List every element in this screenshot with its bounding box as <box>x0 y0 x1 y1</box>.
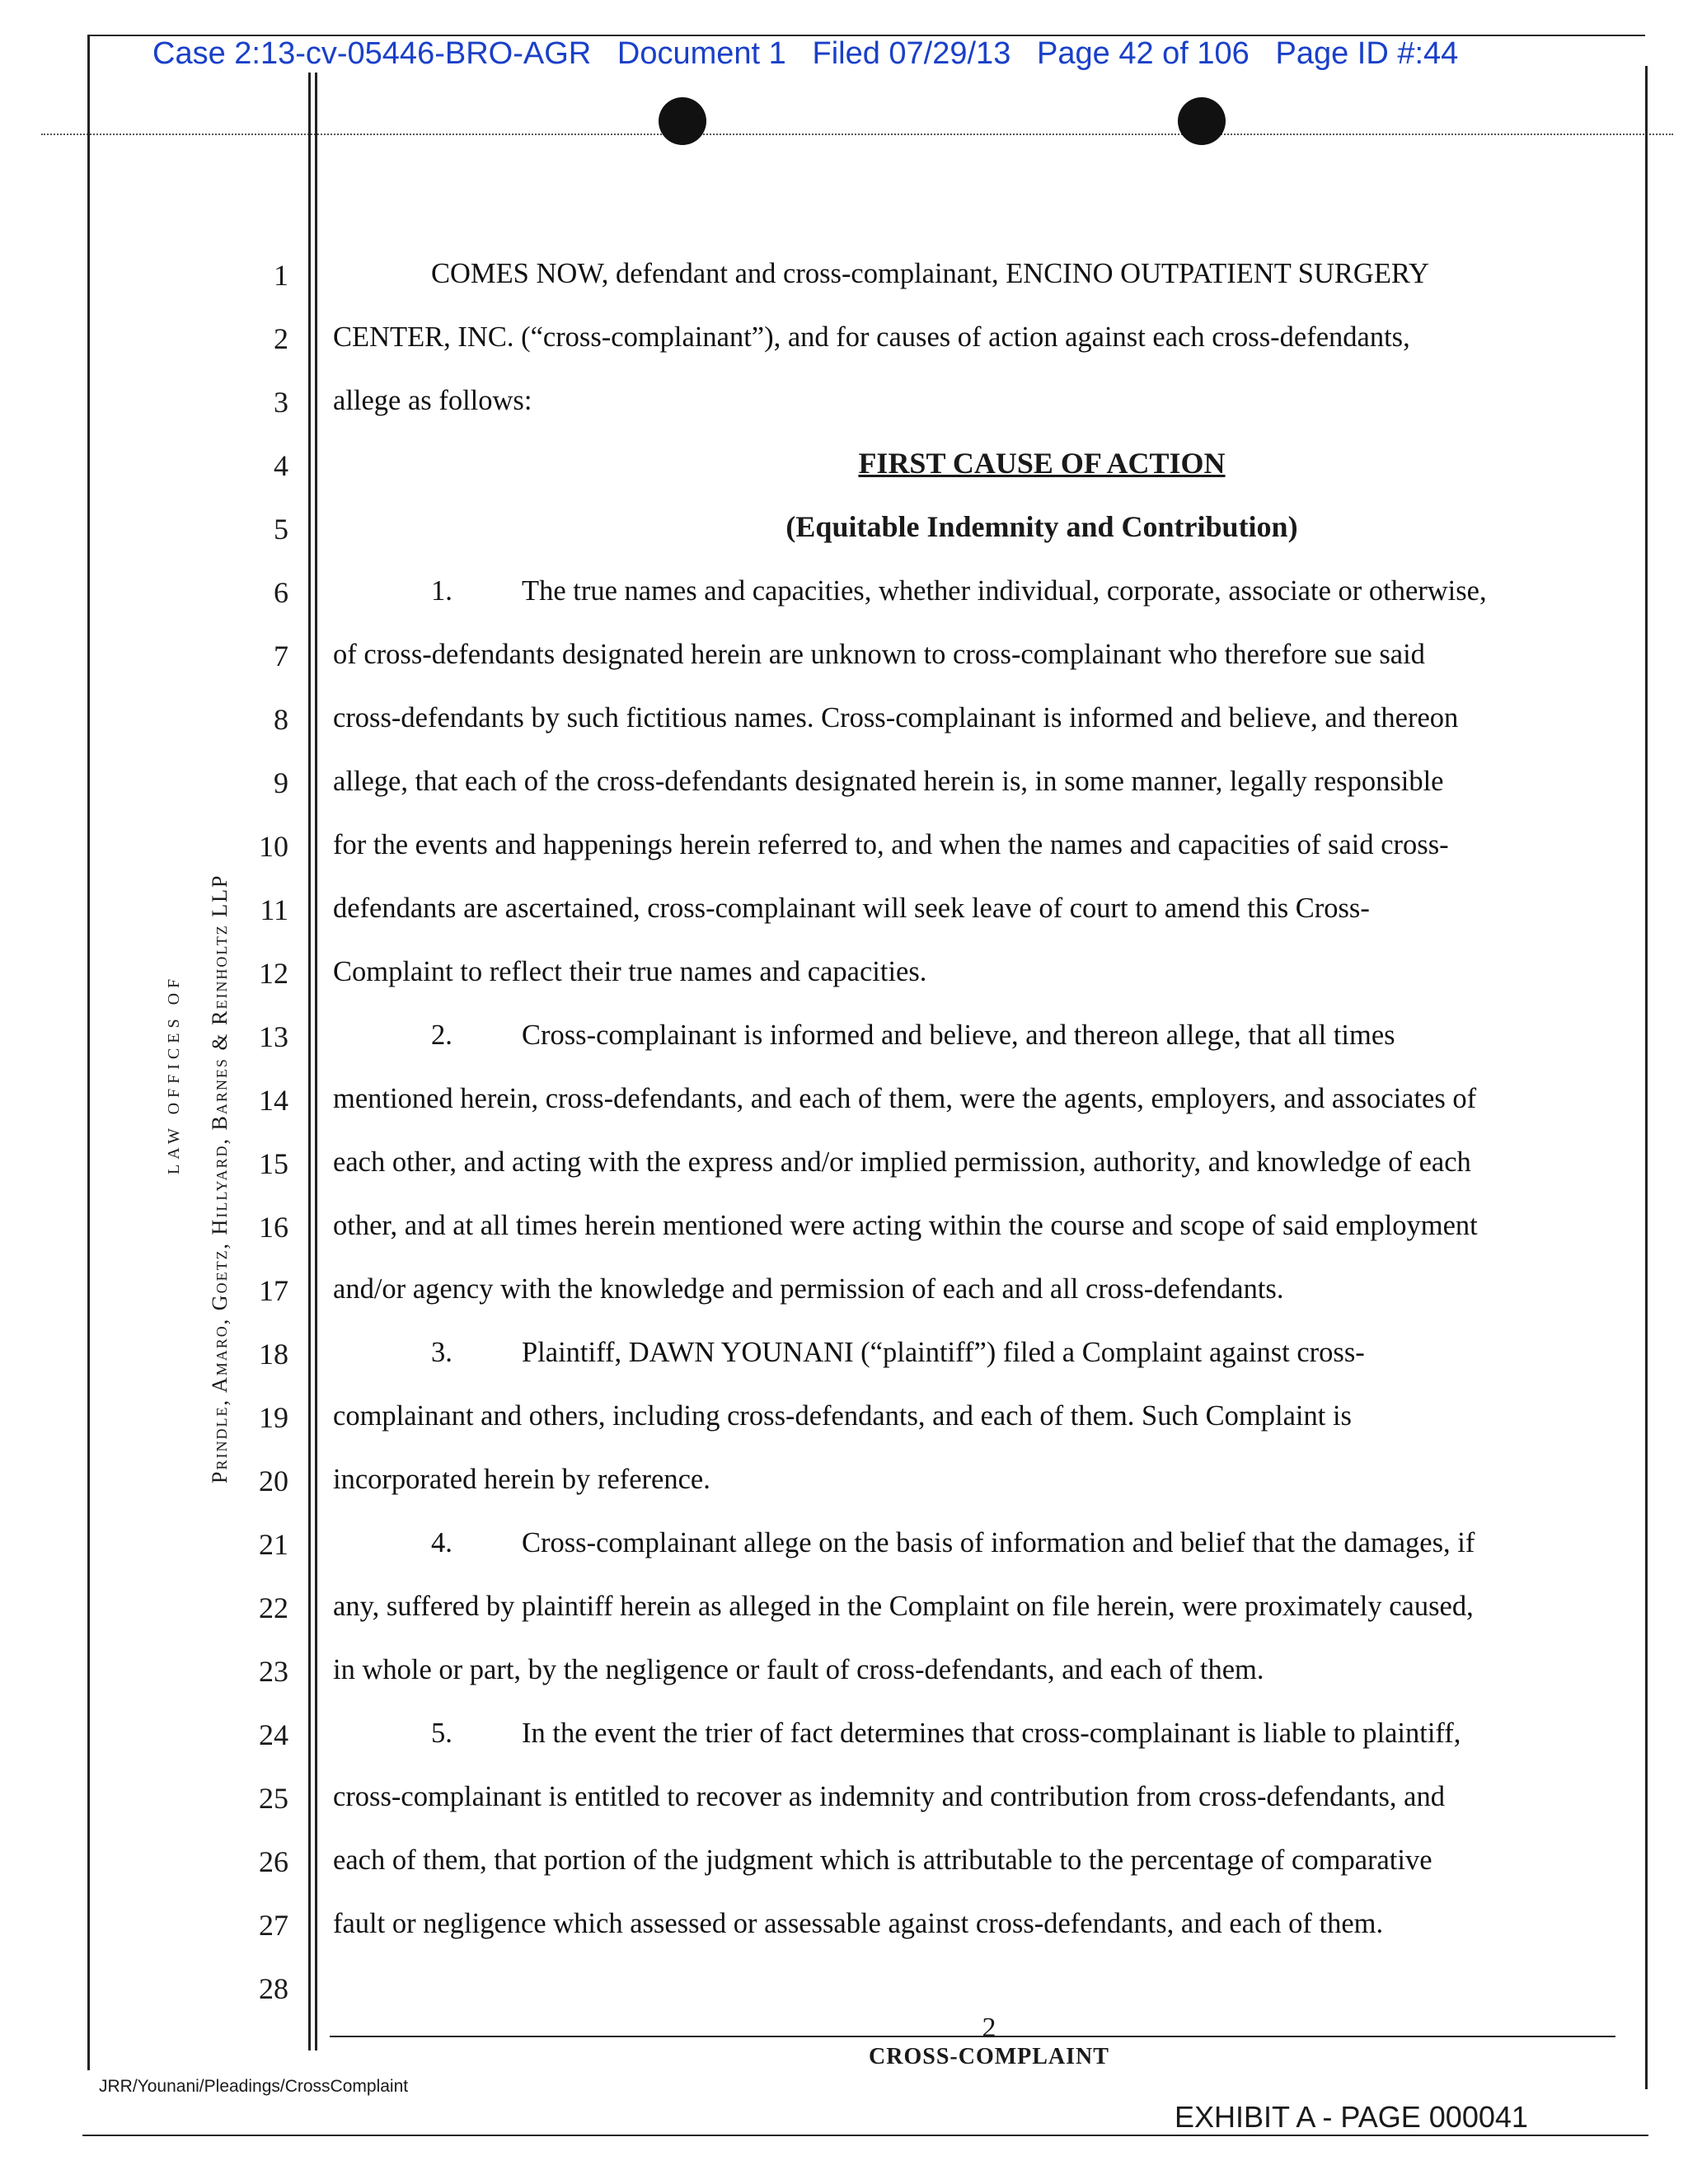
body-line: each other, and acting with the express and/or implied permission, authority, and knowledge of each <box>333 1146 1471 1178</box>
margin-line-left-2 <box>315 73 317 2050</box>
cause-of-action-heading: FIRST CAUSE OF ACTION <box>858 447 1226 480</box>
paragraph-number: 1. <box>431 575 452 607</box>
body-line: fault or negligence which assessed or assessable against cross-defendants, and each of them. <box>333 1908 1384 1939</box>
margin-line-outer <box>87 35 90 2070</box>
case-number: Case 2:13-cv-05446-BRO-AGR <box>152 36 592 71</box>
document-number: Document 1 <box>617 36 786 71</box>
line-number: 18 <box>259 1338 288 1371</box>
punch-hole-left <box>659 97 706 145</box>
line-number: 9 <box>274 766 288 799</box>
line-number: 6 <box>274 576 288 609</box>
body-line: Complaint to reflect their true names and capacities. <box>333 956 927 987</box>
paragraph-number: 2. <box>431 1019 452 1051</box>
paragraph-number: 5. <box>431 1718 452 1749</box>
paragraph-3-first-line <box>431 1338 1365 1367</box>
body-line: The true names and capacities, whether individual, corporate, associate or otherwise, <box>522 575 1487 607</box>
line-number: 16 <box>259 1211 288 1244</box>
exhibit-label: EXHIBIT A - PAGE 000041 <box>1175 2100 1528 2134</box>
body-line: and/or agency with the knowledge and permission of each and all cross-defendants. <box>333 1273 1284 1305</box>
footer-title: CROSS-COMPLAINT <box>869 2044 1109 2069</box>
body-line: for the events and happenings herein referred to, and when the names and capacities of said cross- <box>333 829 1449 860</box>
line-number: 11 <box>260 893 288 926</box>
body-line: Plaintiff, DAWN YOUNANI (“plaintiff”) filed a Complaint against cross- <box>522 1337 1365 1368</box>
line-number: 25 <box>259 1782 288 1815</box>
line-number: 26 <box>259 1845 288 1878</box>
body-line: each of them, that portion of the judgment which is attributable to the percentage of comparative <box>333 1844 1432 1876</box>
law-offices-label: LAW OFFICES OF <box>165 973 183 1174</box>
body-line: cross-complainant is entitled to recover as indemnity and contribution from cross-defendants, and <box>333 1781 1445 1812</box>
body-line: Cross-complainant allege on the basis of information and belief that the damages, if <box>522 1527 1475 1558</box>
page-count: Page 42 of 106 <box>1037 36 1250 71</box>
body-line: Cross-complainant is informed and believe, and thereon allege, that all times <box>522 1019 1395 1051</box>
page-number: 2 <box>982 2013 996 2043</box>
line-number: 7 <box>274 640 288 673</box>
filed-date: Filed 07/29/13 <box>812 36 1011 71</box>
body-line: complainant and others, including cross-defendants, and each of them. Such Complaint is <box>333 1400 1352 1432</box>
document-path: JRR/Younani/Pleadings/CrossComplaint <box>99 2077 409 2096</box>
line-number: 19 <box>259 1401 288 1434</box>
line-number: 20 <box>259 1465 288 1497</box>
body-line: any, suffered by plaintiff herein as alleged in the Complaint on file herein, were proximately caused, <box>333 1591 1474 1622</box>
line-number: 1 <box>274 259 288 292</box>
line-number: 28 <box>259 1972 288 2005</box>
line-number: 24 <box>259 1718 288 1751</box>
line-number: 23 <box>259 1655 288 1688</box>
paragraph-5-first-line <box>431 1718 1461 1748</box>
body-line: incorporated herein by reference. <box>333 1464 710 1495</box>
body-line: allege as follows: <box>333 385 532 416</box>
body-line: of cross-defendants designated herein are unknown to cross-complainant who therefore sue said <box>333 639 1425 670</box>
line-number: 15 <box>259 1147 288 1180</box>
dotted-rule <box>41 134 1673 135</box>
paragraph-1-first-line <box>431 576 1487 606</box>
body-line: in whole or part, by the negligence or fault of cross-defendants, and each of them. <box>333 1654 1264 1685</box>
body-line: CENTER, INC. (“cross-complainant”), and for causes of action against each cross-defendants, <box>333 321 1410 353</box>
line-number: 14 <box>259 1084 288 1117</box>
body-line: other, and at all times herein mentioned were acting within the course and scope of said employment <box>333 1210 1478 1241</box>
page-id: Page ID #:44 <box>1275 36 1459 71</box>
margin-line-right <box>1645 66 1648 2089</box>
paragraph-4-first-line <box>431 1528 1475 1558</box>
filing-header <box>152 36 1554 72</box>
line-number: 17 <box>259 1274 288 1307</box>
body-line: allege, that each of the cross-defendants designated herein is, in some manner, legally responsible <box>333 766 1444 797</box>
body-line: mentioned herein, cross-defendants, and each of them, were the agents, employers, and associates of <box>333 1083 1477 1114</box>
body-line: defendants are ascertained, cross-complainant will seek leave of court to amend this Cross- <box>333 893 1370 924</box>
paragraph-number: 3. <box>431 1337 452 1368</box>
punch-hole-right <box>1178 97 1226 145</box>
top-border <box>87 35 1645 36</box>
body-line: COMES NOW, defendant and cross-complainant, ENCINO OUTPATIENT SURGERY <box>431 258 1429 289</box>
line-number: 27 <box>259 1909 288 1942</box>
body-line: In the event the trier of fact determines that cross-complainant is liable to plaintiff, <box>522 1718 1461 1749</box>
paragraph-number: 4. <box>431 1527 452 1558</box>
body-line: cross-defendants by such fictitious names. Cross-complainant is informed and believe, and thereon <box>333 702 1459 733</box>
bottom-rule <box>82 2135 1648 2136</box>
margin-line-left-1 <box>308 73 311 2050</box>
line-number: 22 <box>259 1591 288 1624</box>
cause-of-action-subheading: (Equitable Indemnity and Contribution) <box>785 510 1298 543</box>
line-number: 21 <box>259 1528 288 1561</box>
line-number: 3 <box>274 386 288 419</box>
firm-name: Prindle, Amaro, Goetz, Hillyard, Barnes & Reinholtz LLP <box>208 874 232 1483</box>
line-number: 12 <box>259 957 288 990</box>
line-number: 13 <box>259 1020 288 1053</box>
line-number: 8 <box>274 703 288 736</box>
line-number: 5 <box>274 513 288 546</box>
line-number: 10 <box>259 830 288 863</box>
line-number: 2 <box>274 322 288 355</box>
paragraph-2-first-line <box>431 1020 1395 1050</box>
line-number: 4 <box>274 449 288 482</box>
